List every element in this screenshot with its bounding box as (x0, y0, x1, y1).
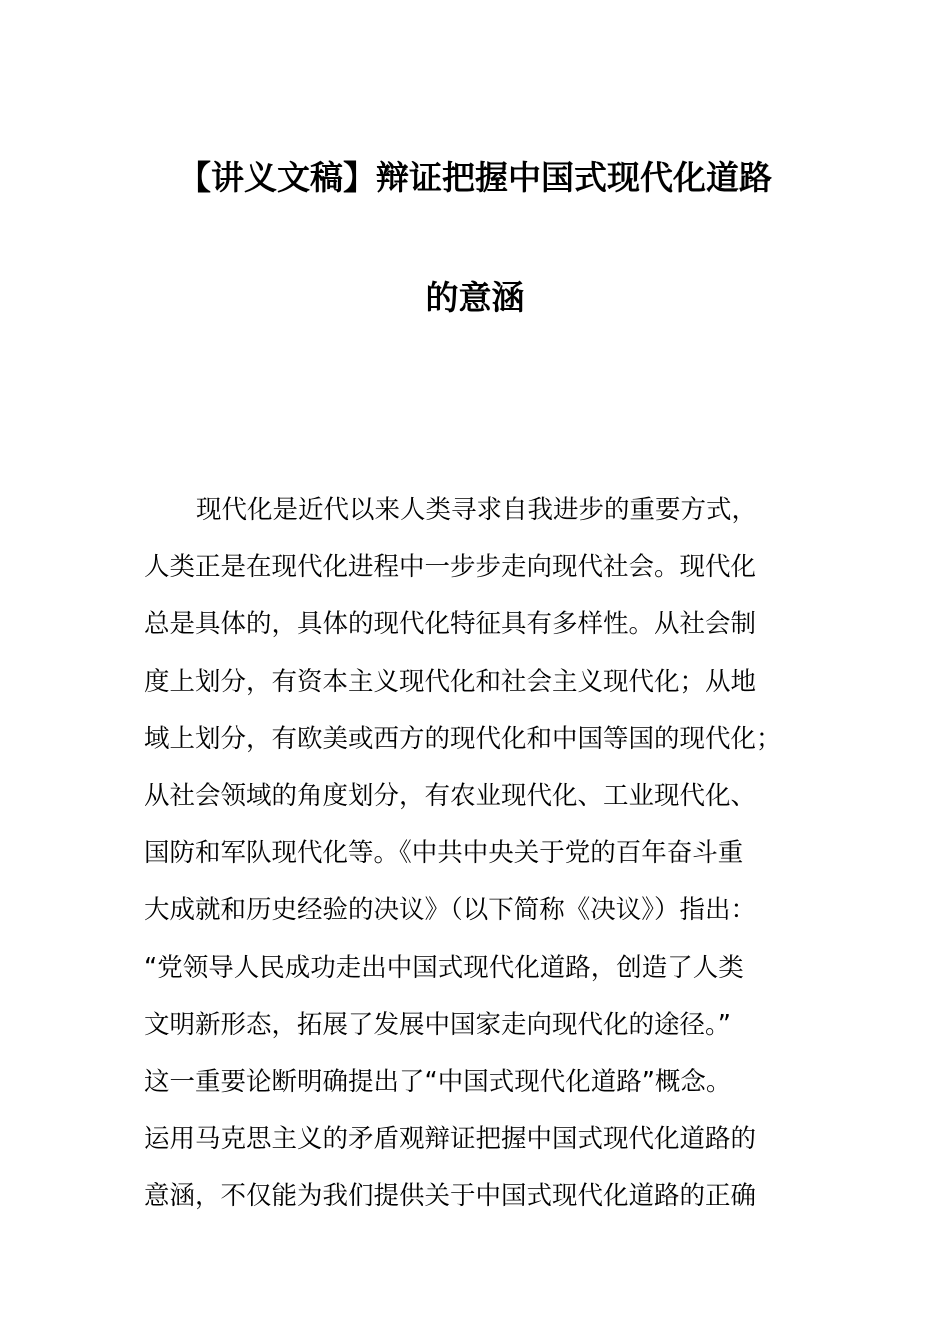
paragraph-line: 度上划分，有资本主义现代化和社会主义现代化；从地 (144, 666, 757, 697)
paragraph-line: 人类正是在现代化进程中一步步走向现代社会。现代化 (144, 552, 757, 583)
document-title-line-1: 【讲义文稿】辩证把握中国式现代化道路 (178, 158, 772, 197)
paragraph-line: 域上划分，有欧美或西方的现代化和中国等国的现代化； (144, 723, 782, 754)
paragraph-line: 文明新形态，拓展了发展中国家走向现代化的途径。” (144, 1009, 731, 1040)
paragraph-line: 国防和军队现代化等。《中共中央关于党的百年奋斗重 (144, 838, 744, 869)
paragraph-line: 大成就和历史经验的决议》（以下简称《决议》）指出： (144, 895, 757, 926)
paragraph-line: 这一重要论断明确提出了“中国式现代化道路”概念。 (144, 1066, 732, 1097)
document-title-line-2: 的意涵 (425, 278, 525, 317)
paragraph-line: 现代化是近代以来人类寻求自我进步的重要方式， (196, 495, 758, 525)
paragraph-line: “党领导人民成功走出中国式现代化道路，创造了人类 (144, 952, 744, 983)
paragraph-line: 总是具体的，具体的现代化特征具有多样性。从社会制 (144, 609, 757, 640)
body-paragraph (144, 488, 834, 1231)
paragraph-line: 从社会领域的角度划分，有农业现代化、工业现代化、 (144, 780, 757, 811)
paragraph-line: 运用马克思主义的矛盾观辩证把握中国式现代化道路的 (144, 1124, 757, 1155)
paragraph-line: 意涵，不仅能为我们提供关于中国式现代化道路的正确 (144, 1181, 757, 1212)
